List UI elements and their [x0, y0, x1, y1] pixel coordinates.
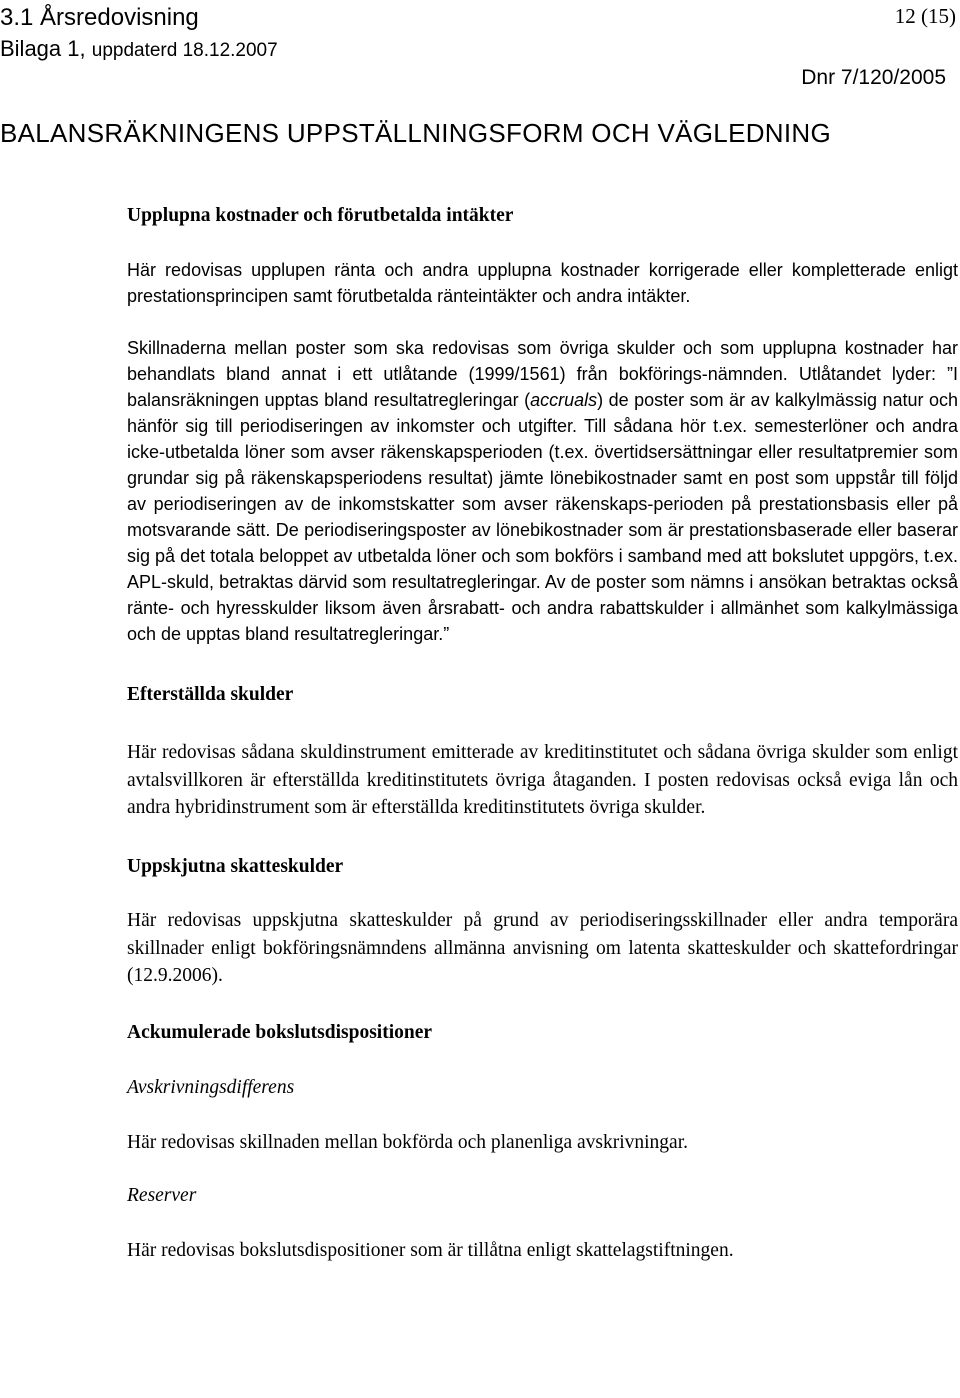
appendix-label: Bilaga 1, — [0, 36, 86, 61]
section-title: 3.1 Årsredovisning — [0, 4, 199, 31]
heading-deferred-tax: Uppskjutna skatteskulder — [127, 855, 344, 877]
heading-accrued-expenses: Upplupna kostnader och förutbetalda intäkter — [127, 205, 514, 226]
page-title: BALANSRÄKNINGENS UPPSTÄLLNINGSFORM OCH VÄGLEDNING — [0, 118, 831, 148]
paragraph: Här redovisas sådana skuldinstrument emitterade av kreditinstitutet och sådana övriga skulder som enligt avtalsvillkoren är efterställda kreditinstitutets övriga åtaganden. I posten redovisas också eviga lån och andra hybridinstrument som är efterställda kreditinstitutets övriga skulder. — [127, 742, 958, 818]
paragraph: Här redovisas upplupen ränta och andra upplupna kostnader korrigerade eller kompletterade enligt prestationsprincipen samt förutbetalda ränteintäkter och andra intäkter. — [127, 259, 958, 306]
paragraph-text: Skillnaderna mellan poster som ska redovisas som övriga skulder och som upplupna kostnader har behandlats bland annat i ett utlåtande (1999/1561) från bokförings-nämnden. Utlåtandet lyder: ”I balansräkningen upptas bland resultatregleringar ( — [127, 337, 958, 410]
paragraph: Här redovisas bokslutsdispositioner som är tillåtna enligt skattelagstiftningen. — [127, 1239, 734, 1261]
document-header — [0, 2, 278, 66]
accruals-term: accruals — [530, 389, 598, 410]
diary-number: Dnr 7/120/2005 — [801, 66, 946, 89]
paragraph — [127, 335, 958, 647]
heading-appropriations: Ackumulerade bokslutsdispositioner — [127, 1021, 433, 1043]
document-body — [127, 202, 958, 1264]
accrued-expenses-text — [127, 257, 958, 647]
paragraph: Här redovisas uppskjutna skatteskulder på grund av periodiseringsskillnader eller andra temporära skillnader enligt bokföringsnämndens allmänna anvisning om latenta skatteskulder och skattefordringar (12.9.2006). — [127, 910, 958, 986]
updated-date: uppdaterd 18.12.2007 — [91, 40, 278, 61]
page-number: 12 (15) — [894, 4, 956, 28]
paragraph-text: ) de poster som är av kalkylmässig natur och hänför sig till periodiseringen av inkomster och utgifter. Till sådana hör t.ex. semesterlöner och andra icke-utbetalda löner som avser räkenskapsperioden (t.ex. övertidsersättningar eller resultatpremier som grundar sig på räkenskapsperiodens resultat) jämte lönebikostnader samt en post som uppstår till följd av periodiseringen av de inkomstskatter som avser räkenskaps-perioden på prestationsbasis eller på motsvarande sätt. De periodiseringsposter av lönebikostnader som är prestationsbaserade eller baserar sig på det totala beloppet av utbetalda löner och som bokförs i samband med att bokslutet uppgörs, t.ex. APL-skuld, betraktas därvid som resultatregleringar. Av de poster som nämns i ansökan betraktas också ränte- och hyresskulder liksom även årsrabatt- och andra rabattskulder i allmänhet som kalkylmässiga och de upptas bland resultatregleringar.” — [127, 389, 958, 644]
subheading-reserves: Reserver — [127, 1185, 197, 1206]
appendix-line — [0, 34, 278, 66]
subheading-depreciation-difference: Avskrivningsdifferens — [127, 1077, 295, 1098]
paragraph: Här redovisas skillnaden mellan bokförda och planenliga avskrivningar. — [127, 1131, 689, 1153]
heading-subordinated-debt: Efterställda skulder — [127, 683, 294, 705]
